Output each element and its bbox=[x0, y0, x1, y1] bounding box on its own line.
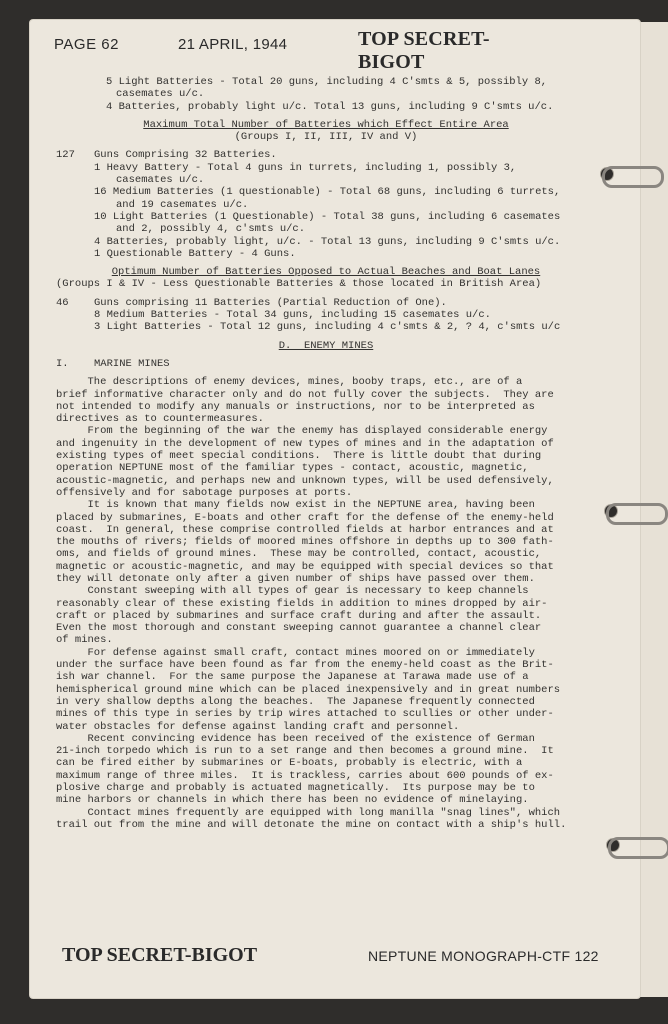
paragraph-line: existing types of meet special conditions. There is little doubt that during bbox=[56, 450, 542, 463]
page-number: PAGE 62 bbox=[54, 36, 119, 53]
document-body bbox=[56, 76, 596, 831]
binder-ring bbox=[602, 166, 664, 188]
paragraph-line: operation NEPTUNE most of the familiar types - contact, acoustic, magnetic, bbox=[56, 462, 529, 475]
section-opt-line: 8 Medium Batteries - Total 34 guns, including 15 casemates u/c. bbox=[94, 309, 491, 322]
paragraph-line: hemispherical ground mine which can be placed inexpensively and in great numbers bbox=[56, 683, 561, 696]
section-opt-title: Optimum Number of Batteries Opposed to Actual Beaches and Boat Lanes bbox=[111, 266, 541, 279]
paragraph-line: trail out from the mine and will detonate the mine on contact with a ship's hull. bbox=[56, 818, 567, 831]
section-opt-subtitle: (Groups I & IV - Less Questionable Batteries & those located in British Area) bbox=[56, 278, 542, 291]
paragraph-line: placed by submarines, E-boats and other craft for the defense of the enemy-held bbox=[56, 511, 554, 524]
paragraph-line: From the beginning of the war the enemy has displayed considerable energy bbox=[56, 425, 548, 438]
subsection-title: MARINE MINES bbox=[94, 357, 170, 370]
section-opt-line: 46 Guns comprising 11 Batteries (Partial Reduction of One). bbox=[56, 296, 447, 309]
paragraph-line: the mouths of rivers; fields of moored mines offshore in depths up to 300 fath- bbox=[56, 536, 554, 549]
paragraph-line: plosive charge and probably is actuated magnetically. Its purpose may be to bbox=[56, 782, 535, 795]
section-max-line: 127 Guns Comprising 32 Batteries. bbox=[56, 149, 277, 162]
section-max-line: casemates u/c. bbox=[116, 174, 205, 187]
paragraph-line: and ingenuity in the development of new types of mines and in the adaptation of bbox=[56, 437, 554, 450]
paragraph-line: they will detonate only after a given number of ships have passed over them. bbox=[56, 572, 535, 585]
page-date: 21 APRIL, 1944 bbox=[178, 36, 288, 53]
section-max-line: and 2, possibly 4, c'smts u/c. bbox=[116, 223, 306, 236]
paragraph-line: acoustic-magnetic, and perhaps new and unknown types, will be used defensively, bbox=[56, 474, 554, 487]
subsection-heading bbox=[56, 358, 596, 370]
paragraph-line: directives as to countermeasures. bbox=[56, 413, 264, 426]
section-opt-count: 46 bbox=[56, 296, 69, 309]
section-max-line: 1 Heavy Battery - Total 4 guns in turrets, including 1, possibly 3, bbox=[94, 161, 517, 174]
paragraph-line: can be fired either by submarines or E-boats, probably is electric, with a bbox=[56, 757, 523, 770]
intro-line: 4 Batteries, probably light u/c. Total 13 guns, including 9 C'smts u/c. bbox=[106, 100, 554, 113]
paragraph-line: Constant sweeping with all types of gear is necessary to keep channels bbox=[56, 585, 529, 598]
section-max-count: 127 bbox=[56, 149, 75, 162]
paragraph-line: Recent convincing evidence has been received of the existence of German bbox=[56, 732, 535, 745]
binder-ring bbox=[606, 503, 668, 525]
intro-line: 5 Light Batteries - Total 20 guns, including 4 C'smts & 5, possibly 8, bbox=[106, 76, 548, 88]
classification-header: TOP SECRET-BIGOT bbox=[358, 28, 490, 73]
page-footer bbox=[62, 944, 602, 972]
section-max-title: Maximum Total Number of Batteries which Effect Entire Area bbox=[143, 118, 509, 131]
paragraph-line: Even the most thorough and constant sweeping cannot guarantee a channel clear bbox=[56, 622, 542, 635]
paragraph-line: It is known that many fields now exist in the NEPTUNE area, having been bbox=[56, 499, 535, 512]
paragraph-line: magnetic or acoustic-magnetic, and may be equipped with special devices so that bbox=[56, 560, 554, 573]
paragraph-line: brief informative character only and do not fully cover the subjects. They are bbox=[56, 388, 554, 401]
binder-ring bbox=[608, 837, 668, 859]
paragraph-line: of mines. bbox=[56, 634, 113, 647]
paragraph-line: Contact mines frequently are equipped with long manilla "snag lines", which bbox=[56, 806, 561, 819]
paragraph-line: mines of this type in series by trip wires attached to scullies or other under- bbox=[56, 708, 554, 721]
paragraph-line: maximum range of three miles. It is trackless, carries about 600 pounds of ex- bbox=[56, 769, 554, 782]
section-d-title: D. ENEMY MINES bbox=[278, 339, 374, 352]
paragraph-line: ish war channel. For the same purpose the Japanese at Tarawa made use of a bbox=[56, 671, 529, 684]
paragraph-line: For defense against small craft, contact mines moored on or immediately bbox=[56, 646, 535, 659]
paragraph-line: The descriptions of enemy devices, mines, booby traps, etc., are of a bbox=[56, 376, 523, 389]
paragraph-line: mine harbors or channels in which there has been no evidence of minelaying. bbox=[56, 794, 529, 807]
paragraph-line: oms, and fields of ground mines. These may be controlled, contact, acoustic, bbox=[56, 548, 542, 561]
paragraph-block bbox=[56, 376, 596, 831]
paragraph-line: water obstacles for defense against landing craft and personnel. bbox=[56, 720, 460, 733]
section-max-line: 10 Light Batteries (1 Questionable) - Total 38 guns, including 6 casemates bbox=[94, 210, 561, 223]
section-opt-line: 3 Light Batteries - Total 12 guns, including 4 c'smts & 2, ? 4, c'smts u/c bbox=[94, 321, 561, 334]
paragraph-line: reasonably clear of these existing fields in addition to mines dropped by air- bbox=[56, 597, 548, 610]
section-max-line: 1 Questionable Battery - 4 Guns. bbox=[94, 247, 296, 260]
paragraph-line: under the surface have been found as far from the enemy-held coast as the Brit- bbox=[56, 659, 554, 672]
paragraph-line: offensively and for sabotage purposes at ports. bbox=[56, 486, 353, 499]
paragraph-line: 21-inch torpedo which is run to a set range and then becomes a ground mine. It bbox=[56, 745, 554, 758]
section-max-line: 4 Batteries, probably light, u/c. - Total 13 guns, including 9 C'smts u/c. bbox=[94, 235, 561, 248]
paragraph-line: in very shallow depths along the beaches. The Japanese frequently connected bbox=[56, 695, 535, 708]
section-max-line: 16 Medium Batteries (1 questionable) - Total 68 guns, including 6 turrets, bbox=[94, 186, 561, 199]
classification-footer: TOP SECRET-BIGOT bbox=[62, 944, 258, 966]
paragraph-line: not intended to modify any manuals or instructions, nor to be interpreted as bbox=[56, 400, 535, 413]
intro-line: casemates u/c. bbox=[116, 88, 205, 101]
page-header bbox=[54, 28, 554, 73]
subsection-number: I. bbox=[56, 357, 69, 370]
paragraph-line: craft or placed by submarines and surface craft during and after the assault. bbox=[56, 609, 542, 622]
section-max-line: and 19 casemates u/c. bbox=[116, 198, 249, 211]
section-max-subtitle: (Groups I, II, III, IV and V) bbox=[234, 131, 418, 144]
monograph-label: NEPTUNE MONOGRAPH-CTF 122 bbox=[368, 948, 599, 964]
paragraph-line: coast. In general, these comprise controlled fields at harbor entrances and at bbox=[56, 523, 554, 536]
